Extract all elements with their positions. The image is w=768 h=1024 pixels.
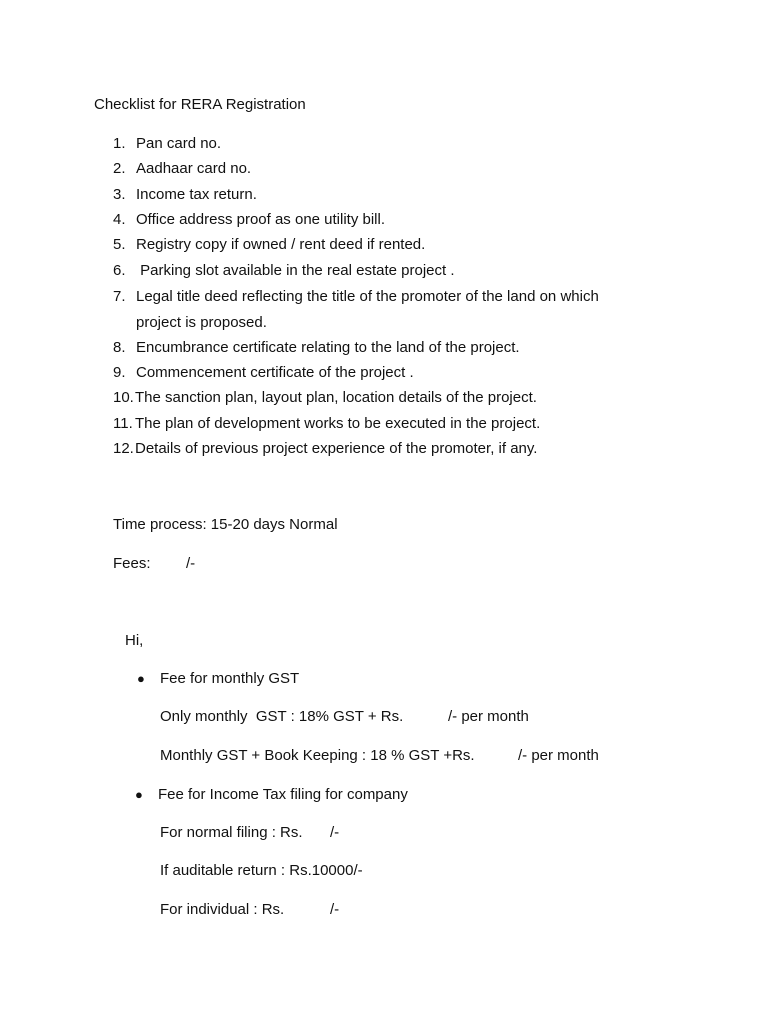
time-process-text: Time process: 15-20 days Normal <box>113 516 338 533</box>
item-number: 4. <box>113 211 126 228</box>
document-title: Checklist for RERA Registration <box>94 96 306 113</box>
auditable-return-text: If auditable return : Rs.10000/- <box>160 862 363 879</box>
item-number: 11. <box>113 415 133 432</box>
fees-value: /- <box>186 555 196 572</box>
item-text: Registry copy if owned / rent deed if rented. <box>136 236 426 253</box>
item-number: 9. <box>113 364 126 381</box>
individual-label: For individual : Rs. <box>160 901 285 918</box>
item-number: 2. <box>113 160 126 177</box>
item-number: 10. <box>113 389 134 406</box>
item-text: Parking slot available in the real estate project . <box>136 262 455 279</box>
item-text: Encumbrance certificate relating to the land of the project. <box>136 339 520 356</box>
individual-suffix: /- <box>330 901 340 918</box>
item-number: 7. <box>113 288 126 305</box>
item-text: Commencement certificate of the project . <box>136 364 414 381</box>
item-text: The plan of development works to be executed in the project. <box>135 415 541 432</box>
item-text-continuation: project is proposed. <box>136 314 267 331</box>
item-number: 6. <box>113 262 126 279</box>
greeting: Hi, <box>125 632 144 649</box>
gst-line1-label: Only monthly GST : 18% GST + Rs. <box>160 708 404 725</box>
gst-line2-suffix: /- per month <box>518 747 599 764</box>
item-number: 5. <box>113 236 126 253</box>
item-text: Pan card no. <box>136 135 222 152</box>
item-number: 1. <box>113 135 126 152</box>
item-text: Income tax return. <box>136 186 257 203</box>
item-number: 12. <box>113 440 134 457</box>
item-number: 8. <box>113 339 126 356</box>
item-text: Office address proof as one utility bill. <box>136 211 386 228</box>
item-number: 3. <box>113 186 126 203</box>
item-text: Aadhaar card no. <box>136 160 252 177</box>
gst-line2-label: Monthly GST + Book Keeping : 18 % GST +Rs. <box>160 747 475 764</box>
item-text: Details of previous project experience of the promoter, if any. <box>135 440 538 457</box>
normal-filing-label: For normal filing : Rs. <box>160 824 303 841</box>
gst-line1-suffix: /- per month <box>448 708 529 725</box>
bullet-icon: ● <box>135 787 143 802</box>
gst-heading: Fee for monthly GST <box>160 670 300 687</box>
income-tax-heading: Fee for Income Tax filing for company <box>158 786 408 803</box>
item-text: The sanction plan, layout plan, location details of the project. <box>135 389 537 406</box>
normal-filing-suffix: /- <box>330 824 340 841</box>
item-text: Legal title deed reflecting the title of the promoter of the land on which <box>136 288 599 305</box>
fees-label: Fees: <box>113 555 151 572</box>
bullet-icon: ● <box>137 671 145 686</box>
